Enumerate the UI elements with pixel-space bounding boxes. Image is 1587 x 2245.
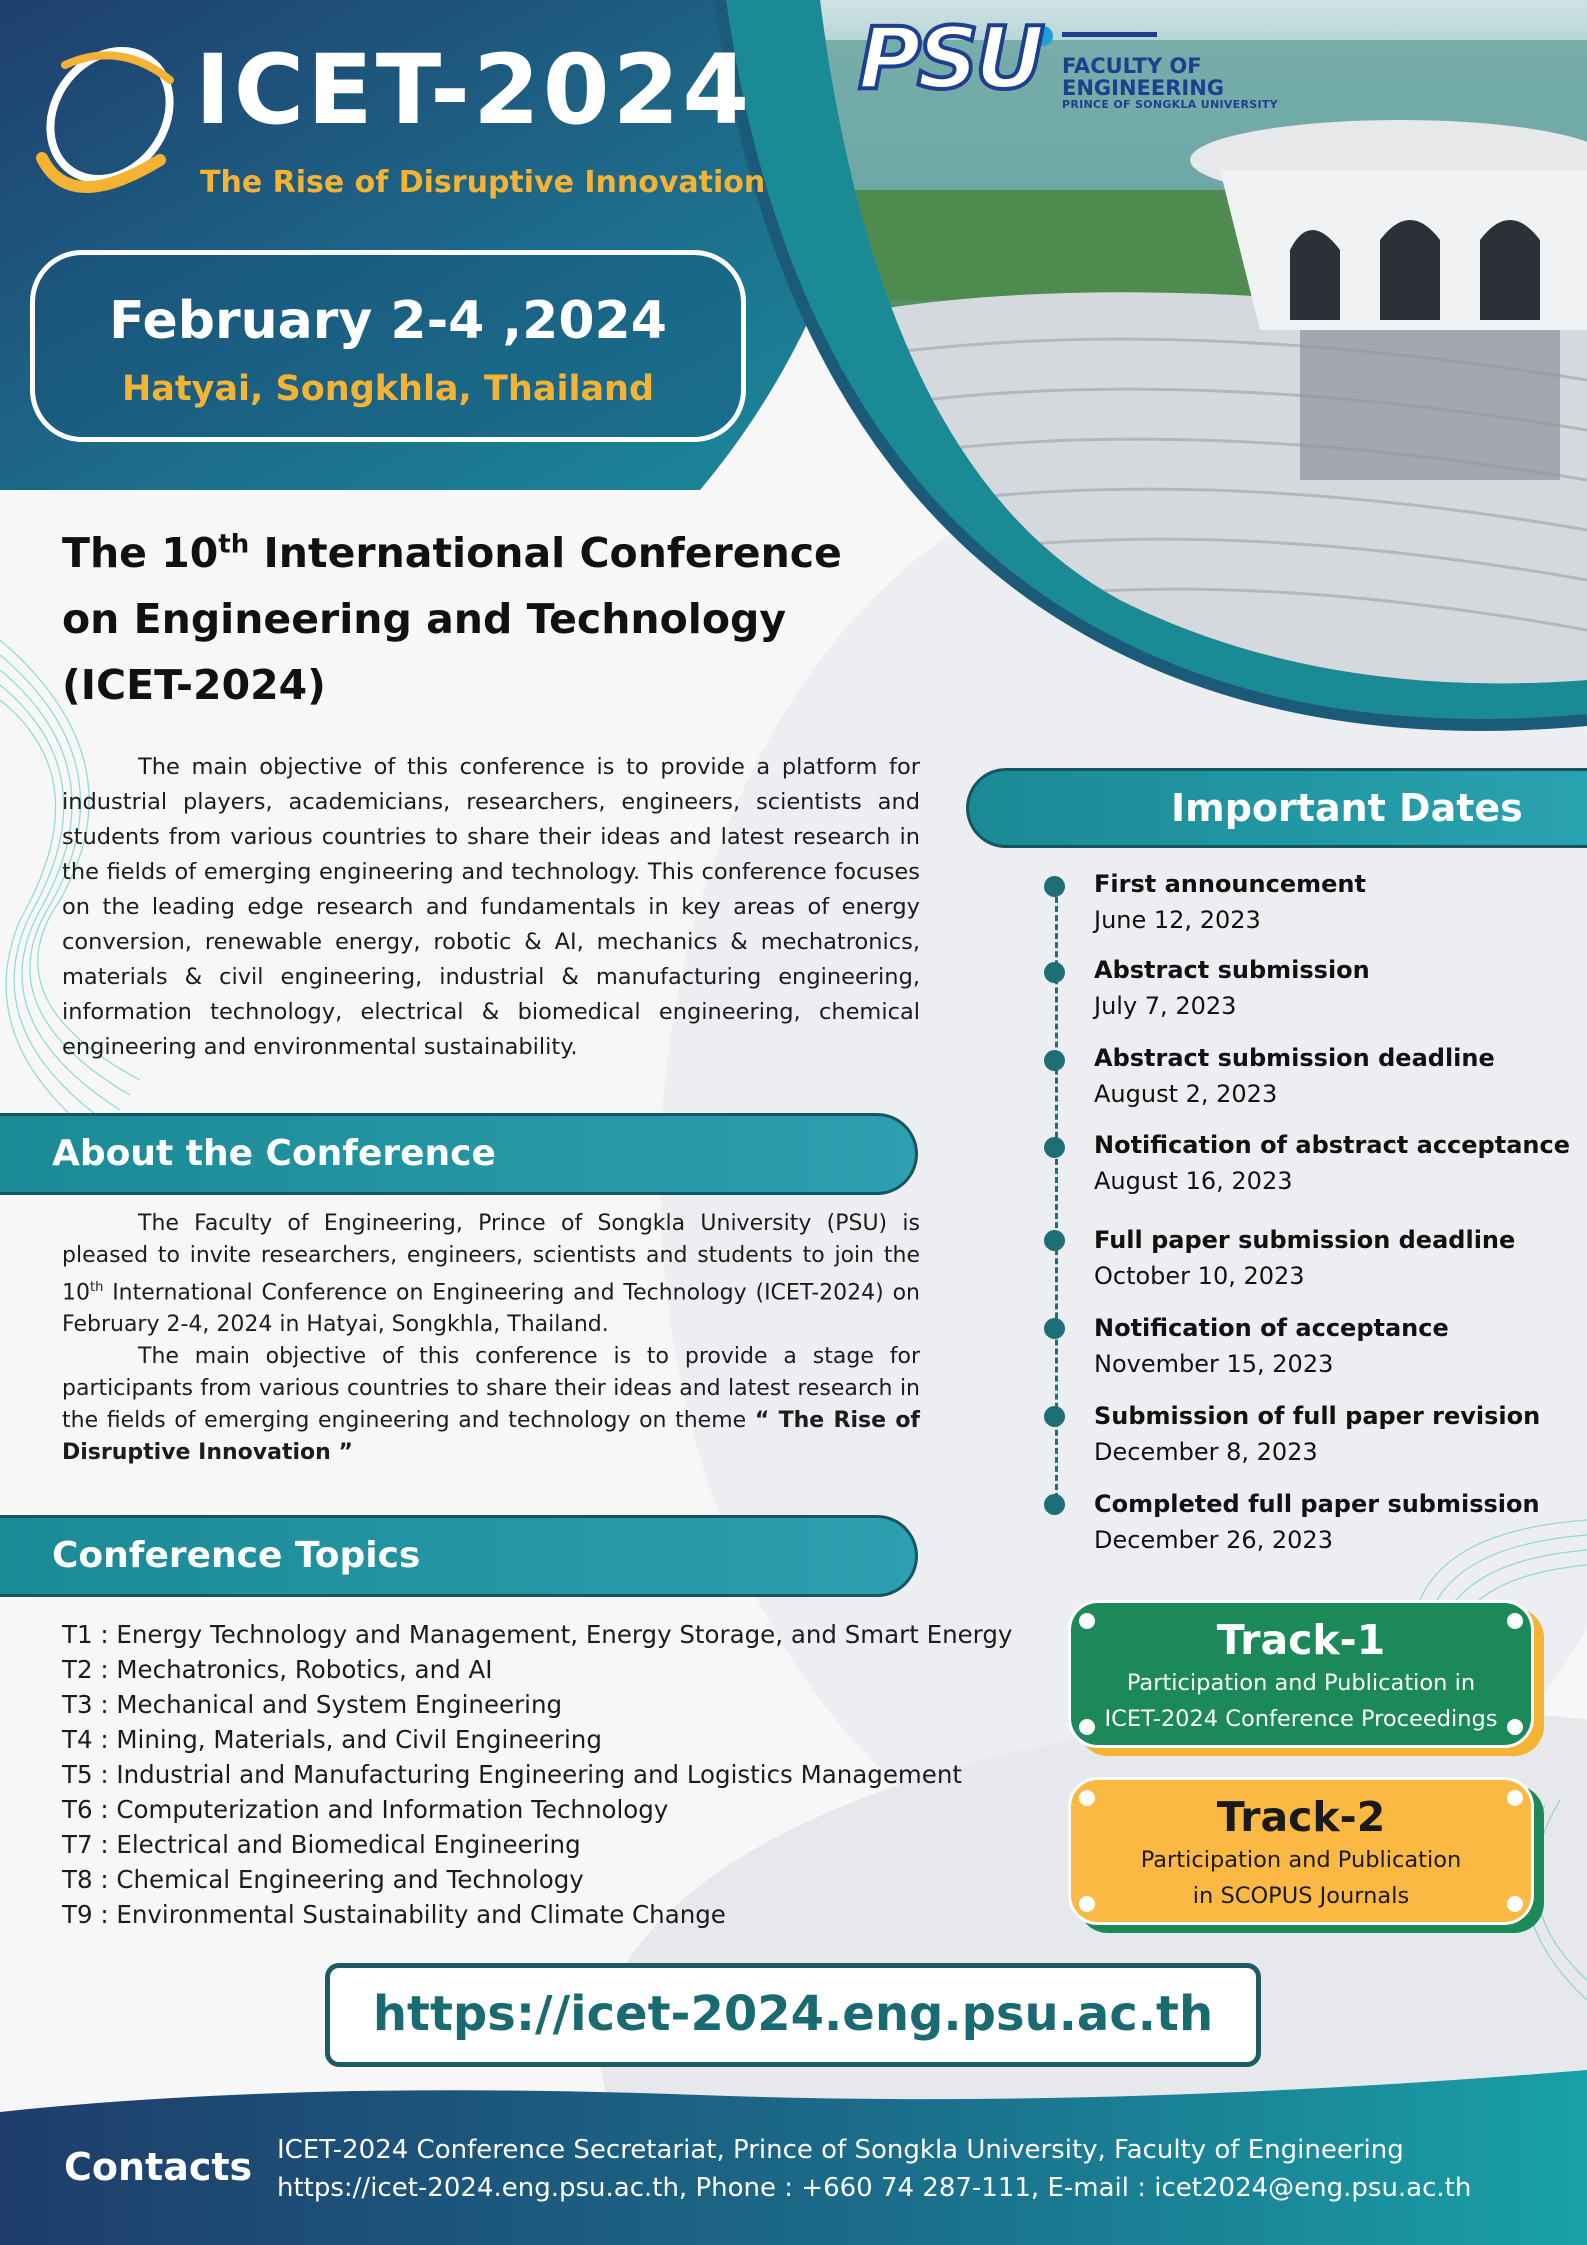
about-theme: “ The Rise of Disruptive Innovation ” — [62, 1408, 921, 1466]
title-line2: on Engineering and Technology — [62, 595, 787, 643]
title-prefix: The 10 — [62, 529, 219, 577]
about-text — [62, 1208, 920, 1469]
psu-faculty-text — [1062, 55, 1278, 111]
track-1-desc-line2: ICET-2024 Conference Proceedings — [1104, 1706, 1498, 1732]
topic-item: T9 : Environmental Sustainability and Climate Change — [62, 1900, 726, 1929]
topic-item: T4 : Mining, Materials, and Civil Engineering — [62, 1725, 602, 1754]
date-item: Submission of full paper revision December 8, 2023 — [1094, 1402, 1541, 1466]
topic-item: T8 : Chemical Engineering and Technology — [62, 1865, 584, 1894]
track-2-card — [1068, 1777, 1534, 1925]
timeline-dot — [1044, 1406, 1065, 1427]
date-item: Completed full paper submission December 26, 2023 — [1094, 1490, 1540, 1554]
psu-logo-letters: PSU — [858, 9, 1041, 109]
track-1-desc-line1: Participation and Publication in — [1126, 1670, 1476, 1696]
important-dates-heading: Important Dates — [966, 768, 1587, 848]
timeline-dot — [1044, 1318, 1065, 1339]
topics-list — [62, 1617, 1012, 1932]
corner-dot-icon — [1507, 1896, 1523, 1912]
topic-item: T2 : Mechatronics, Robotics, and AI — [62, 1655, 493, 1684]
title-line3: (ICET-2024) — [62, 661, 326, 709]
track-2-desc-line2: in SCOPUS Journals — [1192, 1883, 1410, 1909]
contacts-line-1: ICET-2024 Conference Secretariat, Prince of Songkla University, Faculty of Engineering — [277, 2135, 1404, 2165]
corner-dot-icon — [1079, 1613, 1095, 1629]
topic-item: T7 : Electrical and Biomedical Engineering — [62, 1830, 581, 1859]
timeline-dot — [1044, 1050, 1065, 1071]
website-url[interactable]: https://icet-2024.eng.psu.ac.th — [325, 1963, 1261, 2067]
track-1-title: Track-1 — [1216, 1616, 1386, 1664]
corner-dot-icon — [1079, 1896, 1095, 1912]
contacts-details — [277, 2131, 1471, 2207]
event-date-box — [30, 250, 746, 442]
timeline-dot — [1044, 876, 1065, 897]
topic-item: T1 : Energy Technology and Management, Energy Storage, and Smart Energy — [62, 1620, 1013, 1649]
date-item: Abstract submission deadline August 2, 2023 — [1094, 1044, 1495, 1108]
event-tagline: The Rise of Disruptive Innovation — [200, 165, 766, 200]
topic-item: T3 : Mechanical and System Engineering — [62, 1690, 563, 1719]
psu-faculty-line1: FACULTY OF — [1062, 54, 1202, 78]
title-line1-rest: International Conference — [249, 529, 842, 577]
about-heading: About the Conference — [0, 1113, 918, 1195]
date-item: Notification of acceptance November 15, 2023 — [1094, 1314, 1449, 1378]
psu-university-name: PRINCE OF SONGKLA UNIVERSITY — [1062, 98, 1278, 112]
corner-dot-icon — [1507, 1719, 1523, 1735]
timeline-dot — [1044, 1494, 1065, 1515]
psu-faculty-line2: ENGINEERING — [1062, 76, 1225, 101]
date-item: Notification of abstract acceptance August 16, 2023 — [1094, 1131, 1570, 1195]
topic-item: T5 : Industrial and Manufacturing Engineering and Logistics Management — [62, 1760, 962, 1789]
topic-item: T6 : Computerization and Information Technology — [62, 1795, 669, 1824]
corner-dot-icon — [1507, 1613, 1523, 1629]
event-logo-title: ICET-2024 — [195, 34, 753, 146]
topics-heading: Conference Topics — [0, 1515, 918, 1597]
conference-title — [62, 520, 922, 718]
date-item: Full paper submission deadline October 10, 2023 — [1094, 1226, 1516, 1290]
contacts-line-2[interactable]: https://icet-2024.eng.psu.ac.th, Phone : +660 74 287-111, E-mail : icet2024@eng.psu.ac.th — [277, 2173, 1472, 2203]
corner-dot-icon — [1079, 1719, 1095, 1735]
timeline-dot — [1044, 962, 1065, 983]
intro-paragraph: The main objective of this conference is to provide a platform for industrial players, academicians, researchers, engineers, scientists and students from various countries to share their ideas and latest research in the fields of emerging engineering and technology. This conference focuses on the leading edge research and fundamentals in key areas of energy conversion, renewable energy, robotic & AI, mechanics & mechatronics, materials & civil engineering, industrial & manufacturing engineering, information technology, electrical & biomedical engineering, chemical engineering and environmental sustainability. — [62, 754, 920, 1060]
event-date: February 2-4 ,2024 — [109, 291, 667, 351]
track-2-title: Track-2 — [1216, 1793, 1386, 1841]
contacts-label: Contacts — [64, 2145, 253, 2189]
track-2-desc-line1: Participation and Publication — [1140, 1847, 1462, 1873]
title-superscript: th — [218, 529, 250, 560]
date-item: First announcement June 12, 2023 — [1094, 870, 1366, 934]
timeline-dot — [1044, 1137, 1065, 1158]
track-1-card — [1068, 1600, 1534, 1748]
about-paragraph-1: The Faculty of Engineering, Prince of Songkla University (PSU) is pleased to invite researchers, engineers, scientists and students to join the 10th International Conference on Engineering and Technology (ICET-2024) on February 2-4, 2024 in Hatyai, Songkhla, Thailand. — [62, 1211, 920, 1338]
icet-logo-icon — [30, 40, 190, 200]
date-item: Abstract submission July 7, 2023 — [1094, 956, 1370, 1020]
event-location: Hatyai, Songkhla, Thailand — [121, 369, 655, 409]
about-paragraph-2: The main objective of this conference is to provide a stage for participants from various countries to share their ideas and latest research in the fields of emerging engineering and technology on theme “ The Rise of Disruptive Innovation ” — [62, 1344, 921, 1466]
timeline-dot — [1044, 1230, 1065, 1251]
psu-divider — [1062, 32, 1157, 37]
corner-dot-icon — [1079, 1790, 1095, 1806]
corner-dot-icon — [1507, 1790, 1523, 1806]
